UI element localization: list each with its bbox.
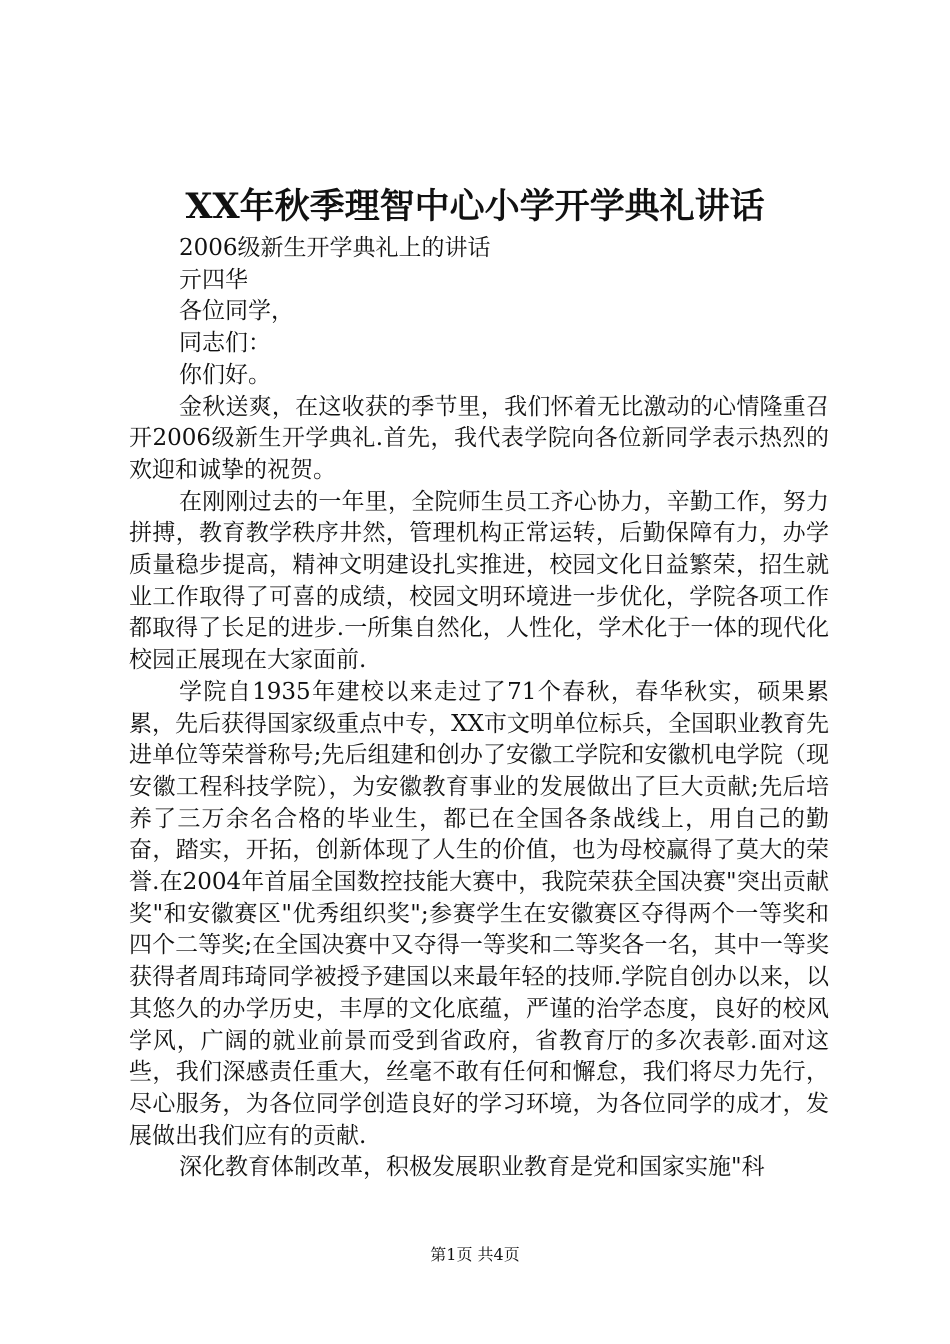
document-title: XX年秋季理智中心小学开学典礼讲话: [185, 186, 765, 227]
page-footer: 第1页 共4页: [430, 1245, 520, 1264]
paragraph-welcome: 金秋送爽，在这收获的季节里，我们怀着无比激动的心情隆重召开2006级新生开学典礼.首先，我代表学院向各位新同学表示热烈的欢迎和诚挚的祝贺。: [129, 393, 829, 483]
paragraph-past-year: 在刚刚过去的一年里，全院师生员工齐心协力，辛勤工作，努力拼搏，教育教学秩序井然，管理机构正常运转，后勤保障有力，办学质量稳步提高，精神文明建设扎实推进，校园文化日益繁荣，招生就业工作取得了可喜的成绩，校园文明环境进一步优化，学院各项工作都取得了长足的进步.一所集自然化，人性化，学术化于一体的现代化校园正展现在大家面前.: [129, 488, 829, 674]
greeting-line: 你们好。: [179, 361, 271, 388]
salutation-comrades: 同志们：: [179, 330, 271, 357]
speech-subtitle: 2006级新生开学典礼上的讲话: [179, 235, 491, 261]
document-body: [129, 233, 829, 1184]
paragraph-reform: 深化教育体制改革，积极发展职业教育是党和国家实施"科: [179, 1154, 765, 1181]
speaker-name: 亓四华: [179, 266, 248, 293]
paragraph-history: 学院自1935年建校以来走过了71个春秋，春华秋实，硕果累累，先后获得国家级重点中专，XX市文明单位标兵，全国职业教育先进单位等荣誉称号;先后组建和创办了安徽工学院和安徽机电学院（现安徽工程科技学院），为安徽教育事业的发展做出了巨大贡献;先后培养了三万余名合格的毕业生，都已在全国各条战线上，用自己的勤奋，踏实，开拓，创新体现了人生的价值，也为母校赢得了莫大的荣誉.在2004年首届全国数控技能大赛中，我院荣获全国决赛"突出贡献奖"和安徽赛区"优秀组织奖";参赛学生在安徽赛区夺得两个一等奖和四个二等奖;在全国决赛中又夺得一等奖和二等奖各一名，其中一等奖获得者周玮琦同学被授予建国以来最年轻的技师.学院自创办以来，以其悠久的办学历史，丰厚的文化底蕴，严谨的治学态度，良好的校风学风，广阔的就业前景而受到省政府，省教育厅的多次表彰.面对这些，我们深感责任重大，丝毫不敢有任何和懈怠，我们将尽力先行，尽心服务，为各位同学创造良好的学习环境，为各位同学的成才，发展做出我们应有的贡献.: [129, 678, 829, 1149]
salutation-students: 各位同学，: [179, 298, 294, 325]
